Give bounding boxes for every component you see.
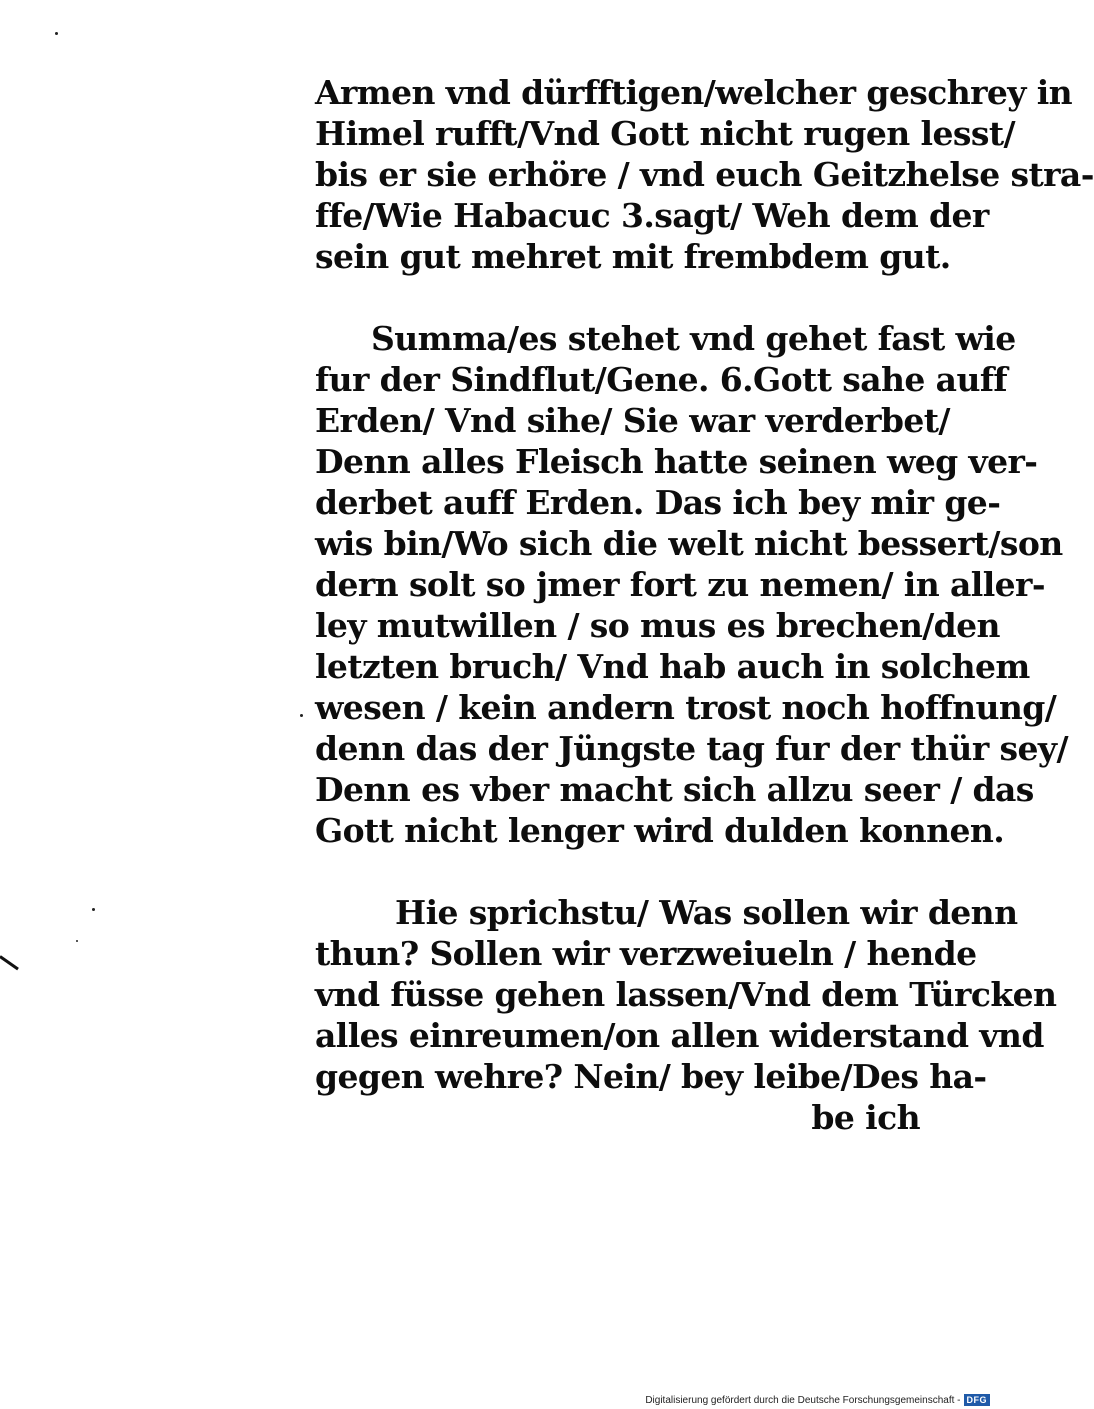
- text-line: denn das der Jüngste tag fur der thür sey/: [315, 729, 1068, 768]
- text-line: wis bin/Wo sich die welt nicht bessert/son: [315, 524, 1063, 563]
- catchword: be ich: [811, 1098, 920, 1137]
- text-line: Hie sprichstu/ Was sollen wir denn: [395, 893, 1018, 932]
- paragraph-1: [315, 72, 1094, 277]
- text-line: Armen vnd dürfftigen/welcher geschrey in: [315, 73, 1073, 112]
- scan-speck: [76, 940, 78, 942]
- scan-edge-mark: [0, 955, 19, 970]
- text-line: Gott nicht lenger wird dulden konnen.: [315, 811, 1005, 850]
- text-line: wesen / kein andern trost noch hoffnung/: [315, 688, 1057, 727]
- text-line: Denn es vber macht sich allzu seer / das: [315, 770, 1034, 809]
- text-line: fur der Sindflut/Gene. 6.Gott sahe auff: [315, 360, 1008, 399]
- text-line: letzten bruch/ Vnd hab auch in solchem: [315, 647, 1030, 686]
- text-line: Summa/es stehet vnd gehet fast wie: [371, 319, 1016, 358]
- dfg-logo: DFG: [964, 1394, 991, 1406]
- funding-credit: Digitalisierung gefördert durch die Deutsche Forschungsgemeinschaft -: [645, 1394, 961, 1406]
- text-line: ley mutwillen / so mus es brechen/den: [315, 606, 1000, 645]
- text-line: vnd füsse gehen lassen/Vnd dem Türcken: [315, 975, 1057, 1014]
- text-line: Erden/ Vnd sihe/ Sie war verderbet/: [315, 401, 950, 440]
- main-text-block: [315, 72, 1094, 1138]
- paragraph-3: [315, 892, 1057, 1138]
- text-line: ffe/Wie Habacuc 3.sagt/ Weh dem der: [315, 196, 989, 235]
- scan-speck: [92, 908, 95, 911]
- text-line: Himel rufft/Vnd Gott nicht rugen lesst/: [315, 114, 1015, 153]
- text-line: dern solt so jmer fort zu nemen/ in aller-: [315, 565, 1045, 604]
- text-line: Denn alles Fleisch hatte seinen weg ver-: [315, 442, 1038, 481]
- text-line: thun? Sollen wir verzweiueln / hende: [315, 934, 977, 973]
- text-line: gegen wehre? Nein/ bey leibe/Des ha-: [315, 1057, 987, 1096]
- text-line: alles einreumen/on allen widerstand vnd: [315, 1016, 1044, 1055]
- scan-speck: [300, 714, 303, 717]
- paragraph-gap: [315, 851, 920, 892]
- digitization-footer: [645, 1393, 990, 1407]
- text-line: sein gut mehret mit frembdem gut.: [315, 237, 951, 276]
- paragraph-2: [315, 318, 1068, 851]
- paragraph-gap: [315, 277, 920, 318]
- scan-speck: [55, 32, 58, 35]
- text-line: derbet auff Erden. Das ich bey mir ge-: [315, 483, 1001, 522]
- text-line: bis er sie erhöre / vnd euch Geitzhelse stra-: [315, 155, 1094, 194]
